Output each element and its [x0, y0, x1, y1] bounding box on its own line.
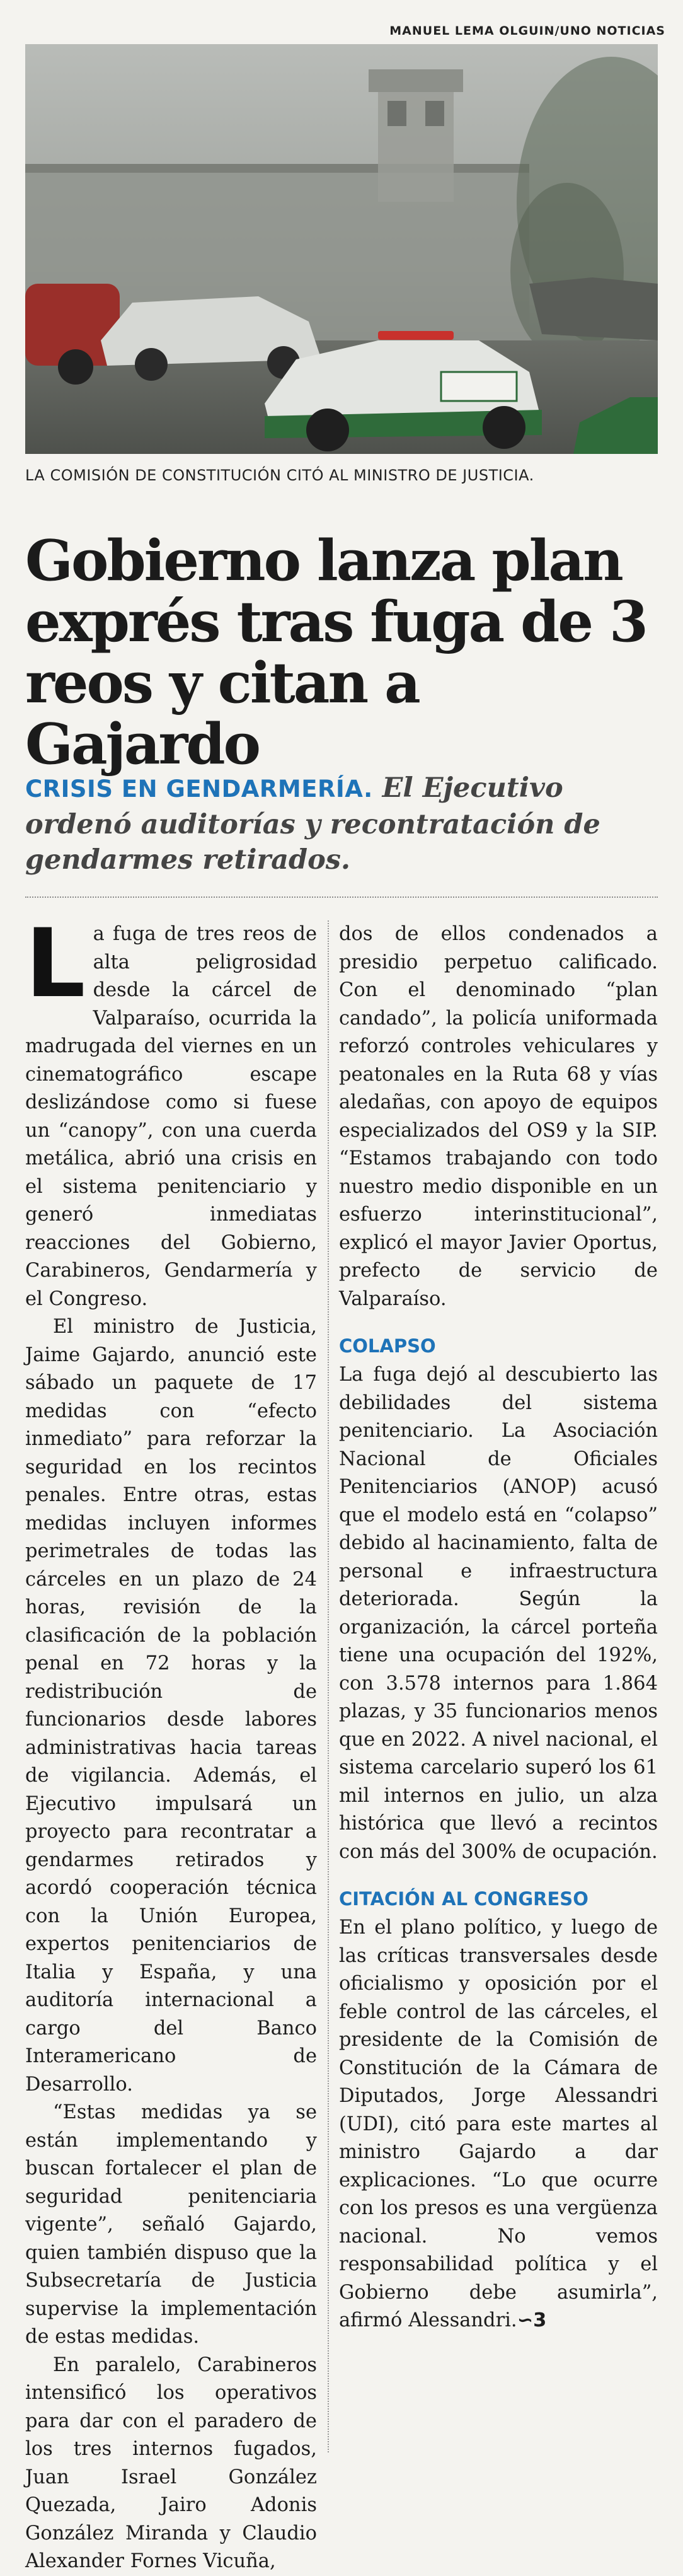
article-column-2 [339, 920, 658, 2335]
paragraph-2: El ministro de Justicia, Jaime Gajardo, anunció este sábado un paquete de 17 medidas con “efecto inmediato” para reforzar la seguridad en los recintos penales. Entre otras, estas medidas incluyen informes perimetrales de todas las cárceles en un plazo de 24 horas, revisión de la clasificación de la población penal en 72 horas y la redistribución de funcionarios desde labores administrativas hacia tareas de vigilancia. Además, el Ejecutivo impulsará un proyecto para recontratar a gendarmes retirados y acordó cooperación técnica con la Unión Europea, expertos penitenciarios de Italia y España, y una auditoría internacional a cargo del Banco Interamericano de Desarrollo. [25, 1316, 317, 2096]
paragraph-3: “Estas medidas ya se están implementando y buscan fortalecer el plan de seguridad penitenciaria vigente”, señaló Gajardo, quien también dispuso que la Subsecretaría de Justicia supervise la implementación de estas medidas. [25, 2101, 317, 2348]
subhead-colapso: COLAPSO [339, 1335, 436, 1357]
paragraph-6: La fuga dejó al descubierto las debilidades del sistema penitenciario. La Asociación Nacional de Oficiales Penitenciarios (ANOP) acusó que el modelo está en “colapso” debido al hacinamiento, falta de personal e infraestructura deteriorada. Según la organización, la cárcel porteña tiene una ocupación del 192%, con 3.578 internos para 1.864 plazas, y 35 funcionarios menos que en 2022. A nivel nacional, el sistema carcelario superó los 61 mil internos en julio, un alza histórica que llevó a recintos con más del 300% de ocupación. [339, 1364, 658, 1863]
article-deck [25, 770, 658, 878]
photo-caption: LA COMISIÓN DE CONSTITUCIÓN CITÓ AL MINISTRO DE JUSTICIA. [25, 467, 534, 484]
column-separator [328, 920, 329, 2452]
foggy-prison-scene [25, 44, 658, 454]
paragraph-7 [339, 1914, 658, 2335]
divider-rule [25, 896, 658, 898]
end-mark: ∽3 [517, 2309, 547, 2331]
paragraph-1-text: a fuga de tres reos de alta peligrosidad desde la cárcel de Valparaíso, ocurrida la madrugada del viernes en un cinematográfico escape deslizándose como si fuese un “canopy”, con una cuerda metálica, abrió una crisis en el sistema penitenciario y generó inmediatas reacciones del Gobierno, Carabineros, Gendarmería y el Congreso. [25, 923, 317, 1310]
article-headline: Gobierno lanza plan exprés tras fuga de 3 reos y citan a Gajardo [25, 527, 646, 777]
subhead-citacion: CITACIÓN AL CONGRESO [339, 1888, 588, 1910]
photo-credit: MANUEL LEMA OLGUIN/UNO NOTICIAS [389, 24, 665, 38]
paragraph-5: dos de ellos condenados a presidio perpetuo calificado. Con el denominado “plan candado”, la policía uniformada reforzó controles vehiculares y peatonales en la Ruta 68 y vías aledañas, con apoyo de equipos especializados del OS9 y la SIP. “Estamos trabajando con todo nuestro medio disponible en un esfuerzo interinstitucional”, explicó el mayor Javier Oportus, prefecto de servicio de Valparaíso. [339, 923, 658, 1310]
paragraph-7-text: En el plano político, y luego de las críticas transversales desde oficialismo y oposición por el feble control de las cárceles, el presidente de la Comisión de Constitución de la Cámara de Diputados, Jorge Alessandri (UDI), citó para este martes al ministro Gajardo a dar explicaciones. “Lo que ocurre con los presos es una vergüenza nacional. No vemos responsabilidad política y el Gobierno debe asumirla”, afirmó Alessandri. [339, 1917, 658, 2331]
paragraph-4: En paralelo, Carabineros intensificó los operativos para dar con el paradero de los tres internos fugados, Juan Israel González Quezada, Jairo Adonis González Miranda y Claudio Alexander Fornes Vicuña, [25, 2353, 317, 2572]
paragraph-1 [25, 909, 317, 1313]
deck-kicker: CRISIS EN GENDARMERÍA. [25, 775, 373, 803]
dropcap: L [25, 909, 86, 1019]
deck-text: El Ejecutivo ordenó auditorías y recontratación de gendarmes retirados. [25, 772, 600, 876]
news-photo [25, 44, 658, 454]
article-column-1 [25, 909, 317, 2576]
